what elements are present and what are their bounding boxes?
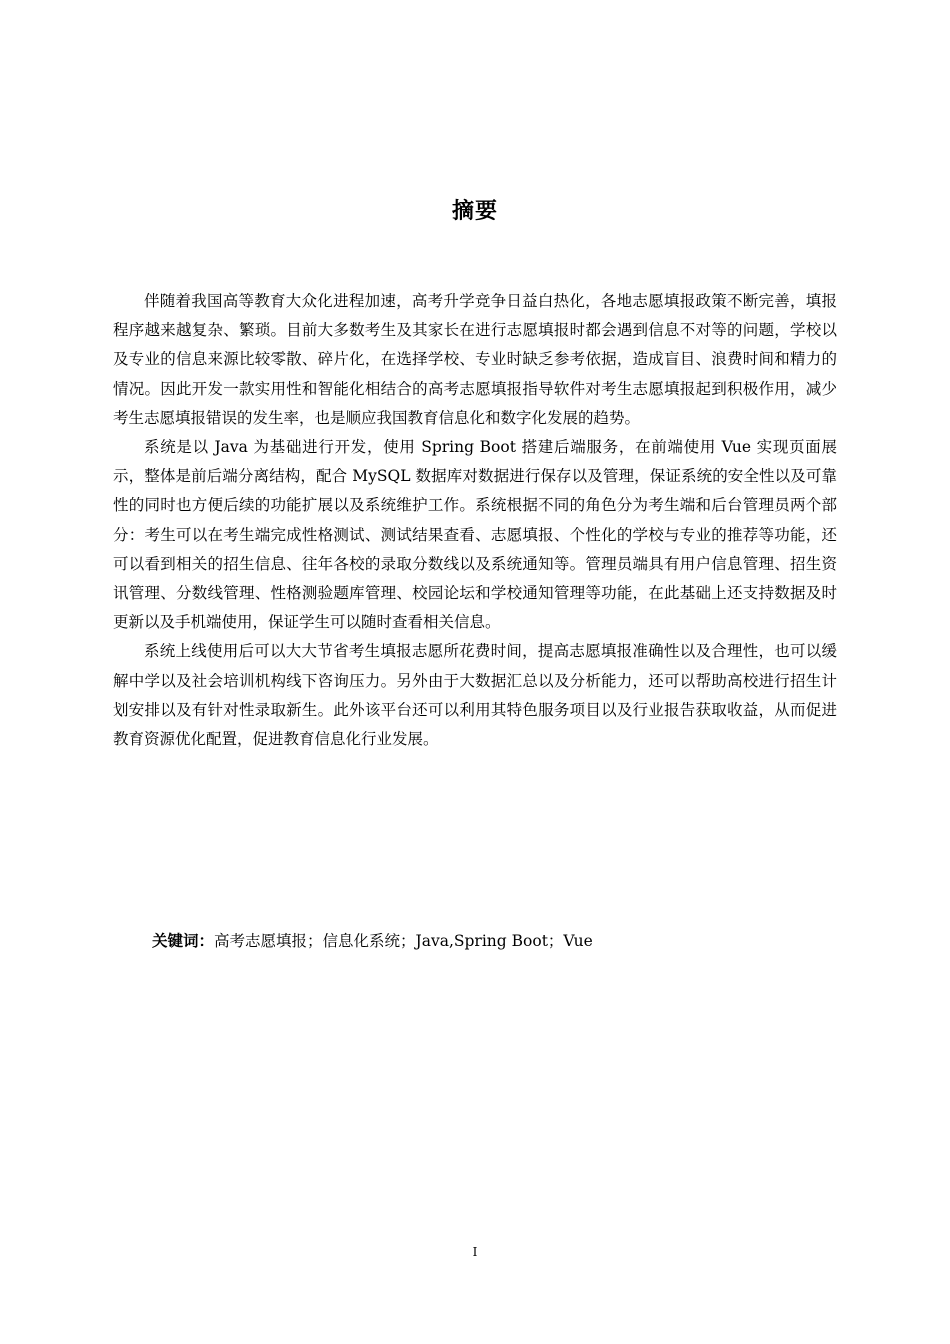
keywords-line: [152, 927, 837, 956]
keywords-label: 关键词：: [152, 932, 215, 950]
page-title: 摘要: [451, 199, 498, 224]
keywords-value: 高考志愿填报；信息化系统；Java,Spring Boot；Vue: [214, 932, 593, 950]
abstract-paragraph-1: 伴随着我国高等教育大众化进程加速，高考升学竞争日益白热化，各地志愿填报政策不断完善，填报程序越来越复杂、繁琐。目前大多数考生及其家长在进行志愿填报时都会遇到信息不对等的问题，学校以及专业的信息来源比较零散、碎片化，在选择学校、专业时缺乏参考依据，造成盲目、浪费时间和精力的情况。因此开发一款实用性和智能化相结合的高考志愿填报指导软件对考生志愿填报起到积极作用，减少考生志愿填报错误的发生率，也是顺应我国教育信息化和数字化发展的趋势。: [113, 292, 837, 427]
abstract-paragraph-2: 系统是以 Java 为基础进行开发，使用 Spring Boot 搭建后端服务，在前端使用 Vue 实现页面展示，整体是前后端分离结构，配合 MySQL 数据库对数据进行保存以及管理，保证系统的安全性以及可靠性的同时也方便后续的功能扩展以及系统维护工作。系统根据不同的角色分为考生端和后台管理员两个部分：考生可以在考生端完成性格测试、测试结果查看、志愿填报、个性化的学校与专业的推荐等功能，还可以看到相关的招生信息、往年各校的录取分数线以及系统通知等。管理员端具有用户信息管理、招生资讯管理、分数线管理、性格测验题库管理、校园论坛和学校通知管理等功能，在此基础上还支持数据及时更新以及手机端使用，保证学生可以随时查看相关信息。: [113, 438, 837, 632]
abstract-body: [113, 287, 837, 754]
page-number: I: [472, 1245, 478, 1259]
abstract-paragraph-3: 系统上线使用后可以大大节省考生填报志愿所花费时间，提高志愿填报准确性以及合理性，也可以缓解中学以及社会培训机构线下咨询压力。另外由于大数据汇总以及分析能力，还可以帮助高校进行招生计划安排以及有针对性录取新生。此外该平台还可以利用其特色服务项目以及行业报告获取收益，从而促进教育资源优化配置，促进教育信息化行业发展。: [113, 642, 837, 749]
